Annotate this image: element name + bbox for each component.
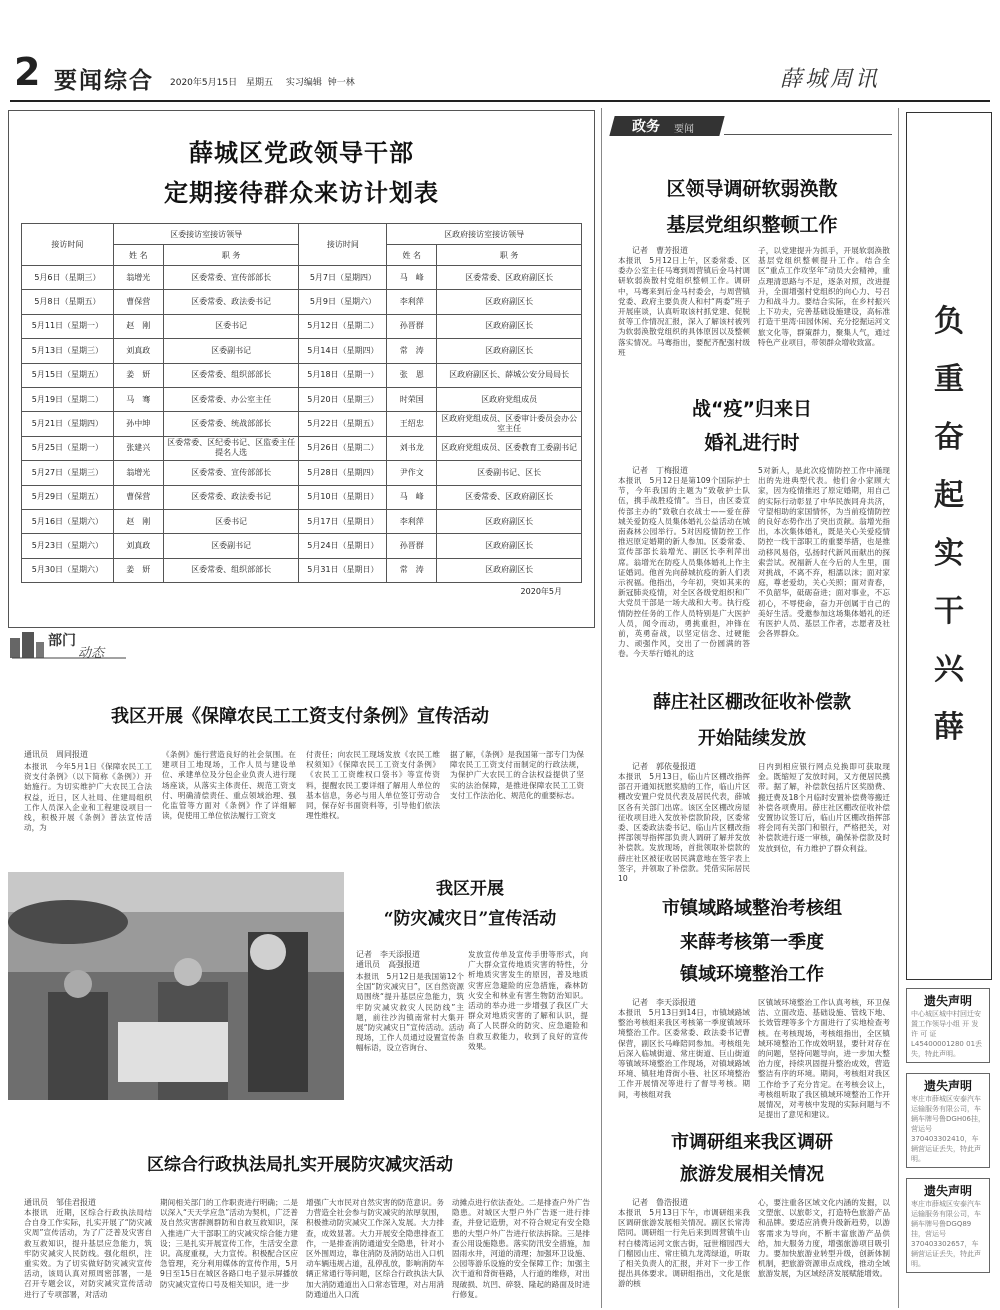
table-row xyxy=(22,387,582,411)
table-row xyxy=(22,266,582,290)
notice xyxy=(906,988,990,1063)
header-post-left: 职 务 xyxy=(163,245,299,266)
cell-name: 王绍忠 xyxy=(387,412,437,436)
issue-date xyxy=(170,75,355,88)
table-row xyxy=(22,509,582,533)
cell-post: 区委常委、办公室主任 xyxy=(163,387,299,411)
cell-name: 曹保营 xyxy=(113,485,163,509)
cell-name: 孙晋群 xyxy=(387,534,437,558)
article-byline: 记者 曹芳报道 xyxy=(632,246,688,255)
table-row xyxy=(22,314,582,338)
cell-name: 孙晋群 xyxy=(387,314,437,338)
schedule-footer-date: 2020年5月 xyxy=(520,587,562,597)
schedule-table-wrap xyxy=(21,223,582,597)
cell-name: 刘真政 xyxy=(113,339,163,363)
cell-date: 5月19日（星期二） xyxy=(22,387,114,411)
schedule-title-line1: 薛城区党政领导干部 xyxy=(189,139,414,167)
article-title: “防灾减灾日”宣传活动 xyxy=(383,909,557,929)
article-title: 来薛考核第一季度 xyxy=(680,932,824,953)
article-byline: 记者 李天添报道 xyxy=(632,998,696,1007)
cell-date: 5月25日（星期一） xyxy=(22,436,114,460)
dept-label-b: 动态 xyxy=(78,646,105,661)
article-byline: 通讯员 周同报道 xyxy=(24,750,88,759)
article-body: 本报讯 今年5月1日《保障农民工工资支付条例》（以下简称《条例》）开始施行。为切实维护广大农民工合法权益，近日，区人社局、住建局组织工作人员深入企业和工程建设项目一线，积极开展《条例》普法宣传活动，为 xyxy=(24,762,152,833)
article-body: 据了解，《条例》是我国第一部专门为保障农民工工资支付而制定的行政法规，为保护广大农民工的合法权益提供了坚实的法治保障，是推进保障农民工工资支付工作法治化、规范化的重要标志。 xyxy=(450,750,584,800)
paper-name-logo: 薛城周讯 xyxy=(780,67,881,92)
cell-date: 5月12日（星期二） xyxy=(299,314,387,338)
slogan-char: 实 xyxy=(934,536,964,571)
cell-post: 区委常委、政法委书记 xyxy=(163,290,299,314)
article-title: 战“疫”归来日 xyxy=(692,398,812,420)
cell-name: 常 涛 xyxy=(387,558,437,582)
cell-name: 张建兴 xyxy=(113,436,163,460)
cell-post: 区委常委、宣传部部长 xyxy=(163,266,299,290)
slogan-char: 起 xyxy=(934,478,964,513)
article-body: 付责任；向农民工现场发放《农民工维权须知》《保障农民工工资支付条例》《农民工工资维权口袋书》等宣传资料，提醒农民工要详细了解用人单位的基本信息，务必与用人单位签订劳动合同，保存好书面资料等，引导他们依法理性维权。 xyxy=(306,750,440,821)
cell-post: 区委常委、区政府副区长 xyxy=(437,485,582,509)
cell-name: 赵 刚 xyxy=(113,314,163,338)
photo-scene xyxy=(8,872,344,1100)
cell-name: 刘真政 xyxy=(113,534,163,558)
slogan-char: 负 xyxy=(934,304,964,339)
notice-title: 遗失声明 xyxy=(923,1184,972,1198)
banner-label: 政务 xyxy=(632,119,660,135)
cell-post: 区委常委、统战部部长 xyxy=(163,412,299,436)
masthead-rule xyxy=(10,100,990,102)
event-photo xyxy=(8,872,344,1100)
cell-name: 马 骞 xyxy=(113,387,163,411)
banner-bar xyxy=(609,116,724,136)
cell-post: 区政府副区长 xyxy=(437,339,582,363)
notices-column xyxy=(906,988,990,1273)
cell-post: 区委常委、组织部部长 xyxy=(163,363,299,387)
cell-post: 区委副书记 xyxy=(163,534,299,558)
cell-name: 姜 妍 xyxy=(113,363,163,387)
cell-post: 区委常委、组织部部长 xyxy=(163,558,299,582)
cell-date: 5月10日（星期日） xyxy=(299,485,387,509)
slogan-char: 干 xyxy=(934,594,964,629)
article-byline: 通讯员 高强报道 xyxy=(356,960,420,969)
article-body: 心，要注重各区域文化内涵的发掘，以文塑旅、以旅彰文，打造特色旅游产品和品牌。要适应消费升级新趋势，以游客需求为导向，不断丰富旅游产品供给，加大服务力度，增强旅游项目吸引力。要加快旅游业转型升级，创新体制机制，把旅游资源串点成线，推动全域旅游发展，为区域经济发展赋能增效。 xyxy=(758,1198,890,1279)
cell-name: 翁增光 xyxy=(113,461,163,485)
cell-post: 区政府副区长 xyxy=(437,558,582,582)
cell-date: 5月20日（星期三） xyxy=(299,387,387,411)
schedule-box xyxy=(8,110,595,628)
article-title: 开始陆续发放 xyxy=(698,728,806,749)
notice-body: 中心城区城中村回迁安置工作领导小组 开 发 许 可 证 L45400001280 01丢失，特此声明。 xyxy=(911,1010,983,1058)
article-body: 区镇域环境整治工作认真考核，环卫保洁、立面改造、基础设施、管线下地、长效管理等多个方面进行了实地检查考核。在考核现场，考核组指出，全区镇域环境整治工作成效明显，要针对存在的问题，坚持问题导向，进一步加大整治力度，持续巩固提升整治成效，营造整洁有序的环境。期间，考核组对我区工作给予了充分肯定。在考核会议上，考核组听取了我区镇域环境整治工作开展情况，对考核中发现的实际问题与不足提出了意见和建议。 xyxy=(758,998,890,1120)
schedule-table xyxy=(21,223,582,583)
cell-name: 孙中坤 xyxy=(113,412,163,436)
article-body: 本报讯 5月13日到14日，市镇域路域整治考核组来我区考核第一季度镇域环境整治工作。区委常委、政法委书记曹保营，副区长马峰陪同参加。考核组先后深入临城街道、常庄街道、巨山街道等镇域环境整治工作现场，对镇域路域环境、镇驻地背街小巷、社区环境整治工作开展情况等进行了督导考核。期间，考核组对我 xyxy=(618,1008,750,1099)
article-body: 本报讯 近期，区综合行政执法局结合自身工作实际，扎实开展了“防灾减灾周”宣传活动，为了广泛普及灾害自救互救知识，提升基层应急能力，筑牢防灾减灾人民防线。强化组织，注重实效。为了切实做好防灾减灾宣传活动，该局认真对照周密部署，一是召开专题会议，对防灾减灾宣传活动进行了专项部署，对活动 xyxy=(24,1208,152,1299)
cell-name: 尹作文 xyxy=(387,461,437,485)
date: 2020年5月15日 xyxy=(170,78,238,88)
article-byline: 记者 李天添报道 xyxy=(356,950,420,959)
table-row xyxy=(22,436,582,460)
article-body: 本报讯 5月12日上午，区委常委、区委办公室主任马骞到周营镇后金马村调研软弱涣散村党组织整顿工作。调研中，马骞来到后金马村委会，与周营镇党委、政府主要负责人和村“两委”班子开展座谈，认真听取该村抓党建、促脱贫等工作情况汇报，深入了解该村被列为软弱涣散党组织的具体原因以及整顿落实情况。马骞指出，要配齐配强村级班 xyxy=(618,256,750,357)
notice xyxy=(906,1178,990,1273)
table-row xyxy=(22,290,582,314)
cell-post: 区政府副区长、薛城公安分局局长 xyxy=(437,363,582,387)
cell-post: 区委常委、宣传部部长 xyxy=(163,461,299,485)
cell-date: 5月21日（星期四） xyxy=(22,412,114,436)
dept-column-badge xyxy=(8,628,128,660)
article-body: 本报讯 5月13日下午，市调研组来我区调研旅游发展相关情况。副区长常涛陪同。调研组一行先后来到周营镇牛山村白楼湾运河文旅古街，冠世榴园西大门榴园山庄、常庄镇九龙湾绿道，听取了相关负责人的汇报，并对下一步工作提出具体要求。调研组指出，文化是旅游的核 xyxy=(618,1208,750,1289)
slogan-char: 薛 xyxy=(934,710,964,745)
header-name-left: 姓 名 xyxy=(113,245,163,266)
cell-name: 刘书龙 xyxy=(387,436,437,460)
article-byline: 记者 鲁浩报道 xyxy=(632,1198,688,1207)
notice-title: 遗失声明 xyxy=(923,994,972,1008)
article-body: 增强广大市民对自然灾害的防范意识。务力营造全社会参与防灾减灾的浓厚氛围，积极推动防灾减灾工作深入发展。大力排查，成效显著。大力开展安全隐患排查工作，一是排查消防通道安全隐患，针对小区外围周边，靠住消防及消防站出入口机动车辆违规占道，乱停乱放，影响消防车辆正常通行等问题，区综合行政执法大队加大消防通道出入口常态管理，对占用消防通道出入口流 xyxy=(306,1198,444,1299)
header-gov: 区政府接访室接访领导 xyxy=(387,224,582,245)
cell-name: 姜 妍 xyxy=(113,558,163,582)
article-byline: 记者 丁梅报道 xyxy=(632,466,688,475)
table-row xyxy=(22,412,582,436)
article-title: 婚礼进行时 xyxy=(704,432,800,454)
cell-post: 区政府副区长 xyxy=(437,314,582,338)
table-row xyxy=(22,485,582,509)
cell-date: 5月23日（星期六） xyxy=(22,534,114,558)
article-title: 薛庄社区棚改征收补偿款 xyxy=(653,692,851,713)
cell-date: 5月26日（星期二） xyxy=(299,436,387,460)
slogan-text xyxy=(907,293,991,757)
article-body: 期间相关部门的工作职责进行明确；二是以深入“天天学应急”活动为契机，广泛普及自然灾害群测群防和自救互救知识，深入推进广大干部职工的灾减灾综合能力建设；三是扎实开展宣传工作，生活安全意识。高度重视，大力宣传。积极配合区应急管理，充分利用媒体的宣传作用，5月9日至15日在城区各路口电子显示屏播放防灾减灾宣传口号及相关知识，进一步 xyxy=(160,1198,298,1289)
cell-name: 翁增光 xyxy=(113,266,163,290)
article-title: 市镇域路域整治考核组 xyxy=(662,898,842,919)
cell-post: 区政府党组成员、区委教育工委副书记 xyxy=(437,436,582,460)
article-title: 我区开展 xyxy=(436,879,504,899)
weekday: 星期五 xyxy=(245,78,273,88)
cell-name: 李利萍 xyxy=(387,290,437,314)
article-title: 镇域环境整治工作 xyxy=(680,964,824,985)
cell-date: 5月29日（星期五） xyxy=(22,485,114,509)
politics-banner xyxy=(612,112,892,138)
section-title: 要闻综合 xyxy=(54,68,154,94)
cell-date: 5月22日（星期五） xyxy=(299,412,387,436)
article-body: 本报讯 5月12日是第109个国际护士节，今年我国的主题为“致敬护士队伍，携手战胜疫情”。当日，由区委宣传部主办的“致敬白衣战士——爱在薛城关爱防疫人员集体婚礼公益活动在城南森林公园举行。5对因疫情防控工作推迟原定婚期的新人参加。区委常委、宣传部部长翁增光、副区长李利萍出席。翁增光在防疫人员集体婚礼上作主证婚词。他首先向薛城抗疫的新人们表示祝福。他指出，今年初，突如其来的新冠肺炎疫情，对全区各级党组织和广大党员干部是一场大战和大考。执行疫情防控任务的工作人员特别是广大医护人员，闻令而动，勇挑重担，冲锋在前，英勇奋战，以坚定信念、过硬能力、顽强作风，交出了一份圆满的答卷。今天举行婚礼的这 xyxy=(618,476,750,659)
article-title: 市调研组来我区调研 xyxy=(671,1132,833,1153)
article-byline: 记者 郭依曼报道 xyxy=(632,762,696,771)
article-title: 旅游发展相关情况 xyxy=(680,1164,824,1185)
masthead xyxy=(10,40,990,100)
cell-post: 区委副书记 xyxy=(163,339,299,363)
article-byline: 通讯员 邹佳君报道 xyxy=(24,1198,96,1207)
cell-post: 区委副书记、区长 xyxy=(437,461,582,485)
cell-name: 赵 刚 xyxy=(113,509,163,533)
cell-name: 曹保营 xyxy=(113,290,163,314)
article-body: 子，以党建提升为抓手，开展软弱涣散基层党组织整顿提升工作。结合全区“重点工作攻坚年”动员大会精神，重点理清思路与不足，逐条对照，改进提升，全面增强村党组织的向心力、号召力和战斗力。要结合实际，在乡村振兴上下功夫，完善基础设施建设，高标准打造干里湾·田园休闲、充分挖掘运河文旅文化等，群策群力，聚集人气，通过特色产业项目，带领群众增收致富。 xyxy=(758,246,890,347)
cell-date: 5月14日（星期四） xyxy=(299,339,387,363)
cell-date: 5月15日（星期五） xyxy=(22,363,114,387)
cell-post: 区委书记 xyxy=(163,314,299,338)
table-row xyxy=(22,534,582,558)
article-body: 本报讯 5月13日，临山片区棚改指挥部召开通知抚慰奖励的工作，临山片区棚改安置户党员代表及居民代表，薛城区各有关部门出席。该区全区棚改房屋征收项目进入发放补偿款阶段，区委常委、区委政法委书记、临山片区棚改指挥部领导指挥部负责人调研了解并发放补偿款。发放现场，首批领取补偿款的薛庄社区被征收居民满意地在签字表上签字，并领取了补偿款。凭借实际居民10 xyxy=(618,772,750,884)
header-party: 区委接访室接访领导 xyxy=(113,224,299,245)
table-row xyxy=(22,558,582,582)
notice xyxy=(906,1073,990,1168)
slogan-box xyxy=(906,112,992,980)
cell-date: 5月24日（星期日） xyxy=(299,534,387,558)
cell-name: 马 峰 xyxy=(387,485,437,509)
article-body: 本报讯 5月12日是我国第12个全国“防灾减灾日”，区自然资源局围绕“提升基层应急能力，筑牢防灾减灾救灾人民防线”主题，前往沙沟镇南常村大集开展“防灾减灾日”宣传活动。活动现场，工作人员通过设置宣传条幅标语，设立咨询台、 xyxy=(356,972,464,1053)
table-row xyxy=(22,363,582,387)
article-title: 区综合行政执法局扎实开展防灾减灾活动 xyxy=(147,1155,453,1175)
column-divider xyxy=(898,108,899,1308)
notice-title: 遗失声明 xyxy=(923,1079,972,1093)
article-body: 动摊点进行依法查处。二是排查户外广告隐患。对城区大型户外广告逐一进行排查，并登记造册，对不符合规定有安全隐患的大型户外广告进行依法拆除。三是排查公用设施隐患。落实防汛安全措施，加固雨水井，河道的清理；加强环卫设施、公园等游乐设施的安全保障工作；加强主次干道和背街巷路，人行道的维修，对出现破损、坑凹、碎裂、隆起的路面及时进行修复。 xyxy=(452,1198,590,1299)
cell-date: 5月6日（星期三） xyxy=(22,266,114,290)
article-body: 《条例》施行营造良好的社会氛围。在建项目工地现场，工作人员与建设单位、承建单位及分包企业负责人进行现场座谈，从落实主体责任、规范工资支付、明确清偿责任、重点领域治理、强化监管等方面对《条例》作了详细解读，促使用工单位依法履行工资支 xyxy=(162,750,296,821)
cell-date: 5月13日（星期三） xyxy=(22,339,114,363)
cell-post: 区委书记 xyxy=(163,509,299,533)
schedule-rows xyxy=(22,266,582,583)
column-divider xyxy=(601,108,602,1308)
banner-sub: 要闻 xyxy=(674,124,694,135)
slogan-char: 奋 xyxy=(934,420,964,455)
cell-date: 5月11日（星期一） xyxy=(22,314,114,338)
table-row xyxy=(22,461,582,485)
cell-post: 区政府党组成员 xyxy=(437,387,582,411)
cell-name: 马 峰 xyxy=(387,266,437,290)
cell-date: 5月8日（星期五） xyxy=(22,290,114,314)
cell-post: 区委常委、区纪委书记、区监委主任提名人选 xyxy=(163,436,299,460)
header-name-right: 姓 名 xyxy=(387,245,437,266)
article-title: 基层党组织整顿工作 xyxy=(666,214,838,236)
cell-date: 5月31日（星期日） xyxy=(299,558,387,582)
article-body: 5对新人，是此次疫情防控工作中涌现出的先进典型代表。他们舍小家顾大家，因为疫情推迟了原定婚期，用自己的实际行动彰显了中华民族同舟共济，守望相助的家国情怀，为当前疫情防控的良好态势作出了突出贡献。翁增光指出，本次集体婚礼，既是关心关爱疫情防控一线干部职工的重要举措，也是推动移风易俗，弘扬时代新风而献出的探索尝试。祝福新人在今后的人生里，面对挑战，不离不弃，相濡以沫；面对家庭，尊老爱幼，关心关照；面对青春，不负韶华，砥砺奋进；面对事业，不忘初心，不辱使命，奋力开创属于自己的美好生活。受邀参加这场集体婚礼的还有医护人员、基层工作者，志愿者及社会各界群众。 xyxy=(758,466,890,639)
cell-date: 5月17日（星期日） xyxy=(299,509,387,533)
cell-name: 时荣国 xyxy=(387,387,437,411)
schedule-title-line2: 定期接待群众来访计划表 xyxy=(164,179,439,207)
cell-date: 5月30日（星期六） xyxy=(22,558,114,582)
editor-name: 钟一林 xyxy=(327,78,355,88)
page-number: 2 xyxy=(14,50,41,94)
notice-body: 枣庄市薛城区安泰汽车运输服务有限公司，车辆车牌号鲁DGH06挂，营运号370403302410，车辆营运证丢失，特此声明。 xyxy=(911,1095,985,1163)
article-body: 日内到相应银行网点兑换即可获取现金。既缩短了发放时间，又方便居民携带。据了解，补偿款包括片区奖励费、搬迁费及18个月临时安置补偿费等搬迁补偿各项费用。薛庄社区棚改征收补偿安置协议签订后，临山片区棚改指挥部将会同有关部门和银行，严格把关，对补偿款进行逐一审核，确保补偿款及时发放到位，有力维护了群众利益。 xyxy=(758,762,890,853)
cell-date: 5月16日（星期六） xyxy=(22,509,114,533)
dept-label-a: 部门 xyxy=(48,633,76,649)
cell-date: 5月28日（星期四） xyxy=(299,461,387,485)
cell-post: 区委常委、政法委书记 xyxy=(163,485,299,509)
cell-name: 常 涛 xyxy=(387,339,437,363)
article-body: 发放宣传单及宣传手册等形式，向广大群众宣传地质灾害的特性，分析地质灾害发生的原因，普及地质灾害应急避险的应急措施，森林防火安全和林业有害生物防治知识。活动的举办进一步增强了我区广大群众对地质灾害的了解和认识，提高了人民群众的防灾、应急避险和自救互救能力，收到了良好的宣传效果。 xyxy=(468,950,588,1051)
cell-post: 区政府党组成员、区委审计委员会办公室主任 xyxy=(437,412,582,436)
cell-name: 张 恩 xyxy=(387,363,437,387)
editor-label: 实习编辑 xyxy=(285,78,322,88)
cell-date: 5月9日（星期六） xyxy=(299,290,387,314)
cell-name: 李利萍 xyxy=(387,509,437,533)
cell-post: 区政府副区长 xyxy=(437,290,582,314)
cell-date: 5月18日（星期一） xyxy=(299,363,387,387)
article-title: 我区开展《保障农民工工资支付条例》宣传活动 xyxy=(111,706,489,727)
header-time-right: 接访时间 xyxy=(299,224,387,266)
banner-rule xyxy=(724,134,892,135)
cell-post: 区委常委、区政府副区长 xyxy=(437,266,582,290)
slogan-char: 兴 xyxy=(934,652,964,687)
header-time-left: 接访时间 xyxy=(22,224,114,266)
notice-body: 枣庄市薛城区安泰汽车运输服务有限公司，车辆车牌号鲁DGQ89挂，营运号370403302657，车辆营运证丢失，特此声明。 xyxy=(911,1200,981,1268)
table-row xyxy=(22,339,582,363)
header-post-right: 职 务 xyxy=(437,245,582,266)
cell-post: 区政府副区长 xyxy=(437,509,582,533)
cell-date: 5月7日（星期四） xyxy=(299,266,387,290)
cell-date: 5月27日（星期三） xyxy=(22,461,114,485)
slogan-char: 重 xyxy=(934,362,964,397)
cell-post: 区政府副区长 xyxy=(437,534,582,558)
article-title: 区领导调研软弱涣散 xyxy=(666,178,838,200)
